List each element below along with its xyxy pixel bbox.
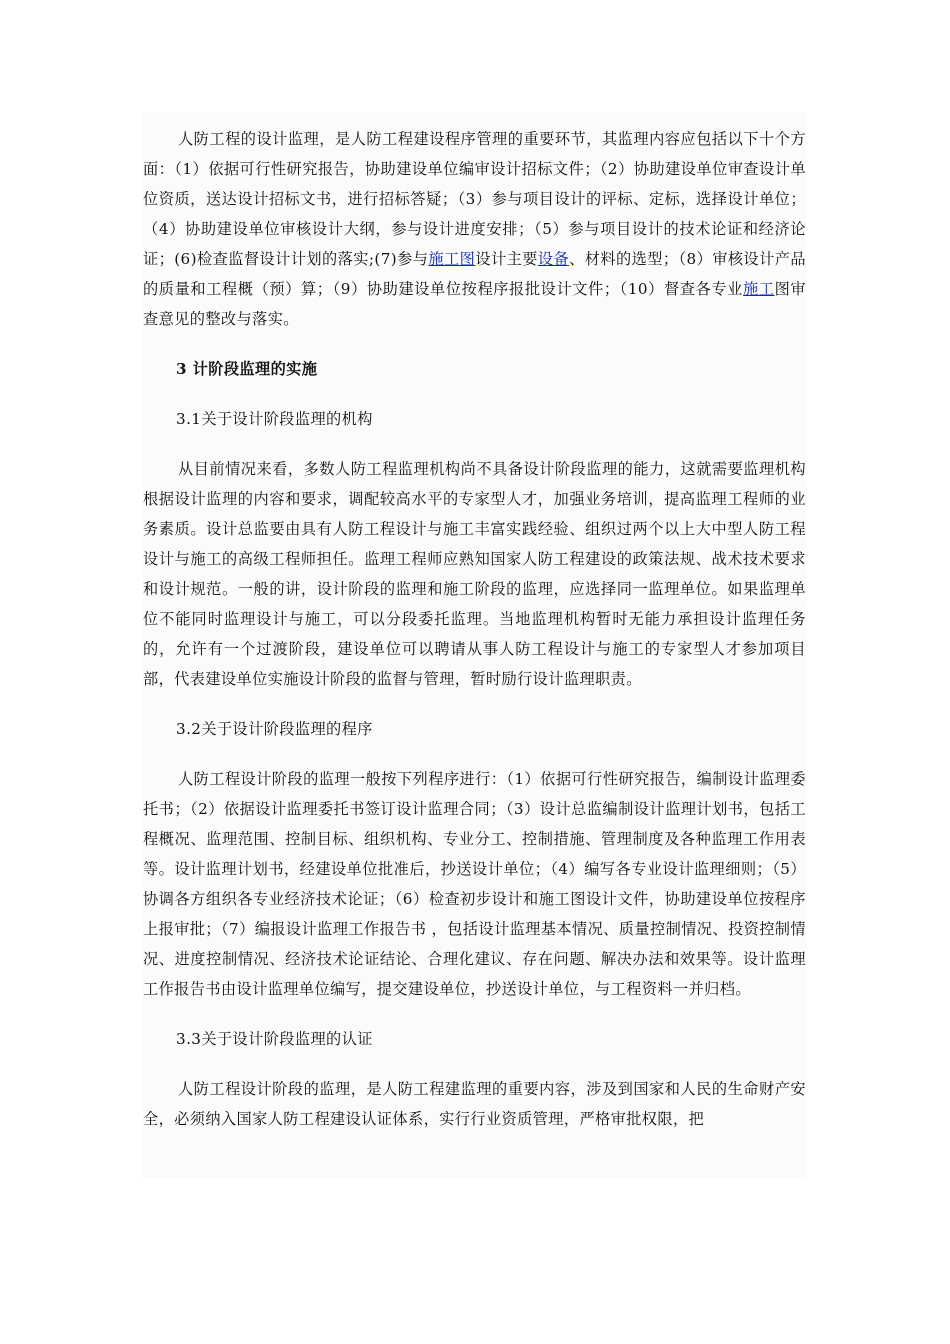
subheading-3-3: 3.3关于设计阶段监理的认证	[176, 1030, 373, 1048]
section-heading-3: 3 计阶段监理的实施	[176, 360, 318, 378]
paragraph-3-3: 人防工程设计阶段的监理，是人防工程建监理的重要内容，涉及到国家和人民的生命财产安全，必须纳入国家人防工程建设认证体系，实行行业资质管理，严格审批权限，把	[143, 1080, 806, 1128]
subheading-3-2: 3.2关于设计阶段监理的程序	[176, 720, 373, 738]
paragraph-3-2: 人防工程设计阶段的监理一般按下列程序进行：（1）依据可行性研究报告，编制设计监理委托书；（2）依据设计监理委托书签订设计监理合同；（3）设计总监编制设计监理计划书，包括工程概况、监理范围、控制目标、组织机构、专业分工、控制措施、管理制度及各种监理工作用表等。设计监理计划书，经建设单位批准后，抄送设计单位；（4）编写各专业设计监理细则；（5）协调各方组织各专业经济技术论证；（6）检查初步设计和施工图设计文件，协助建设单位按程序上报审批；（7）编报设计监理工作报告书 ，包括设计监理基本情况、质量控制情况、投资控制情况、进度控制情况、经济技术论证结论、合理化建议、存在问题、解决办法和效果等。设计监理工作报告书由设计监理单位编写，提交建设单位，抄送设计单位，与工程资料一并归档。	[143, 770, 806, 998]
link-construction-drawing[interactable]: 施工图	[428, 250, 476, 268]
paragraph-design-supervision-scope: 人防工程的设计监理，是人防工程建设程序管理的重要环节，其监理内容应包括以下十个方面：（1）依据可行性研究报告，协助建设单位编审设计招标文件；（2）协助建设单位审查设计单位资质，送达设计招标文书，进行招标答疑；（3）参与项目设计的评标、定标，选择设计单位；（4）协助建设单位审核设计大纲，参与设计进度安排；（5）参与项目设计的技术论证和经济论证；(6)检查监督设计计划的落实;(7)参与施工图设计主要设备、材料的选型；（8）审核设计产品的质量和工程概（预）算；（9）协助建设单位按程序报批设计文件；（10）督查各专业施工图审查意见的整改与落实。	[143, 130, 806, 328]
link-equipment[interactable]: 设备	[537, 250, 570, 268]
link-construction[interactable]: 施工	[742, 280, 775, 298]
document-body	[143, 124, 806, 1134]
paragraph-3-1: 从目前情况来看，多数人防工程监理机构尚不具备设计阶段监理的能力，这就需要监理机构根据设计监理的内容和要求，调配较高水平的专家型人才，加强业务培训，提高监理工程师的业务素质。设计总监要由具有人防工程设计与施工丰富实践经验、组织过两个以上大中型人防工程设计与施工的高级工程师担任。监理工程师应熟知国家人防工程建设的政策法规、战术技术要求和设计规范。一般的讲，设计阶段的监理和施工阶段的监理，应选择同一监理单位。如果监理单位不能同时监理设计与施工，可以分段委托监理。当地监理机构暂时无能力承担设计监理任务的，允许有一个过渡阶段，建设单位可以聘请从事人防工程设计与施工的专家型人才参加项目部，代表建设单位实施设计阶段的监督与管理，暂时励行设计监理职责。	[143, 460, 806, 688]
subheading-3-1: 3.1关于设计阶段监理的机构	[176, 410, 373, 428]
